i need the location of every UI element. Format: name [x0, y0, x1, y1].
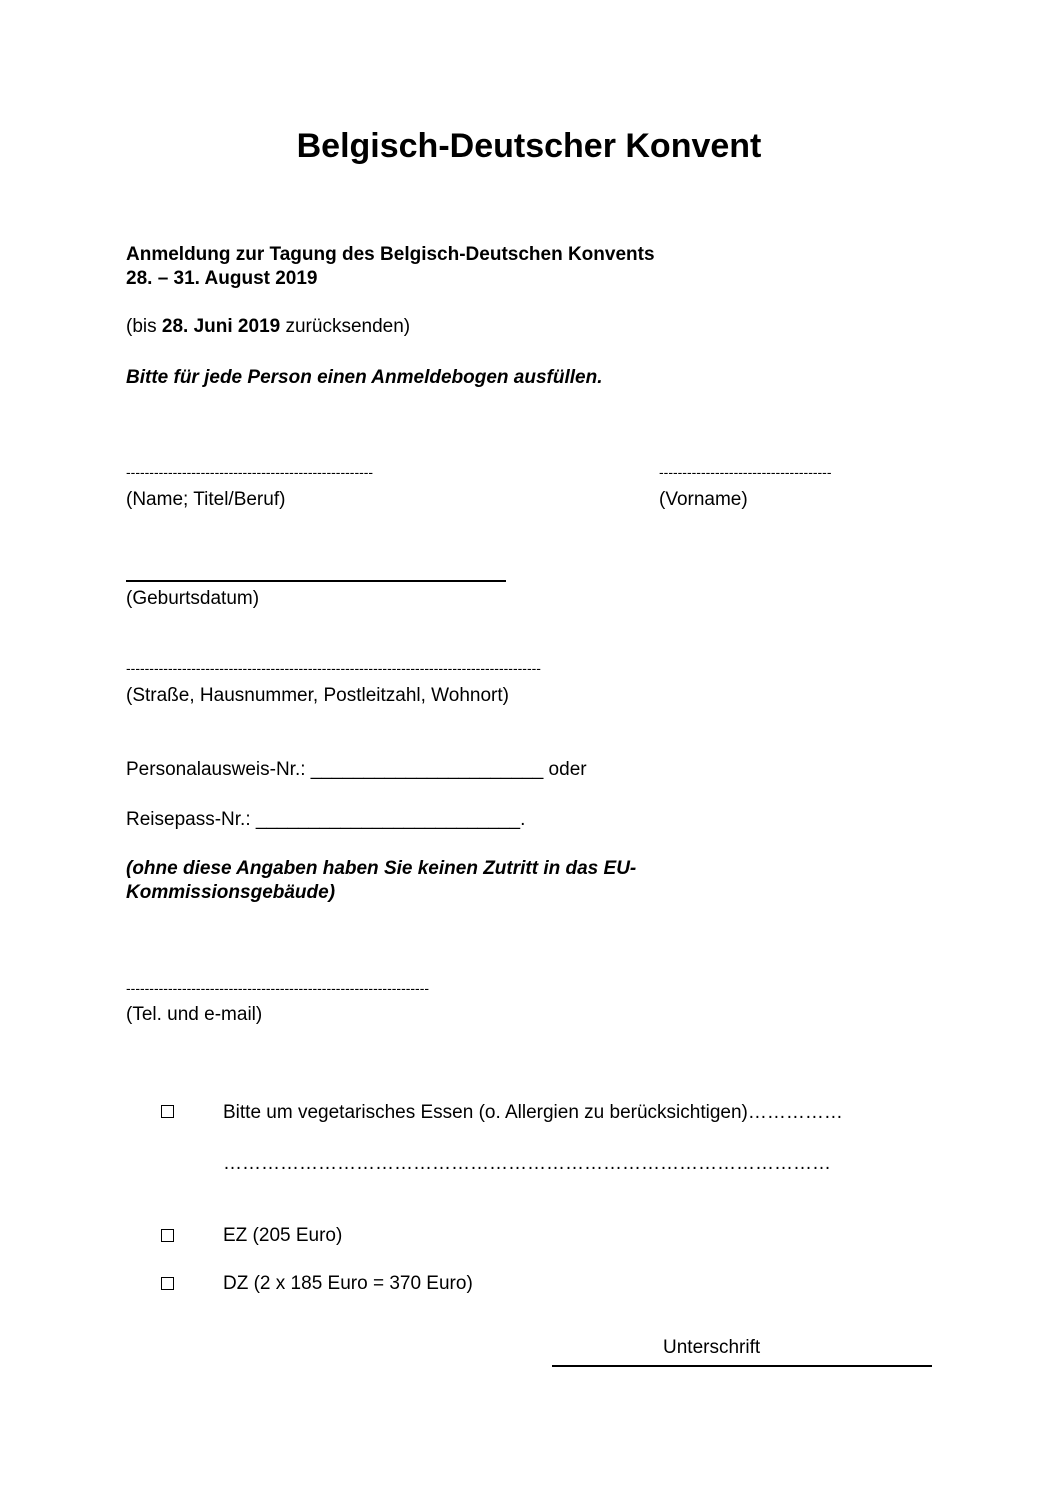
deadline-date: 28. Juni 2019	[161, 316, 281, 337]
double-room-option-label: DZ (2 x 185 Euro = 370 Euro)	[223, 1273, 473, 1294]
heading-line-1: Anmeldung zur Tagung des Belgisch-Deutschen Konvents	[126, 244, 655, 265]
heading-line-2: 28. – 31. August 2019	[126, 268, 318, 289]
vegetarian-continuation-line[interactable]: ……………………………………………………………………………………	[223, 1153, 831, 1174]
single-room-option-label: EZ (205 Euro)	[223, 1225, 343, 1246]
passport-number-field[interactable]: _________________________	[255, 809, 521, 830]
single-room-checkbox[interactable]	[161, 1229, 174, 1242]
deadline-note	[126, 315, 410, 339]
access-notice-line-1: (ohne diese Angaben haben Sie keinen Zutritt in das EU-	[126, 858, 637, 879]
contact-field-line[interactable]: -----------------------------------------------------------------	[126, 980, 430, 996]
signature-line[interactable]	[552, 1365, 932, 1367]
vegetarian-option-label: Bitte um vegetarisches Essen (o. Allergien zu berücksichtigen)	[223, 1102, 748, 1123]
passport-number-suffix: .	[520, 809, 526, 830]
contact-field-label: (Tel. und e-mail)	[126, 1004, 263, 1025]
address-field-line[interactable]: -----------------------------------------------------------------------------------------	[126, 660, 541, 676]
deadline-suffix: zurücksenden)	[280, 316, 411, 337]
birthdate-field-line[interactable]	[126, 580, 506, 582]
id-number-field[interactable]: ______________________	[310, 759, 544, 780]
firstname-field-label: (Vorname)	[659, 489, 748, 510]
instruction-text: Bitte für jede Person einen Anmeldebogen ausfüllen.	[126, 367, 603, 388]
id-number-suffix: oder	[543, 759, 587, 780]
passport-number-row	[126, 808, 525, 832]
vegetarian-option	[223, 1101, 843, 1125]
vegetarian-checkbox[interactable]	[161, 1105, 174, 1118]
address-field-label: (Straße, Hausnummer, Postleitzahl, Wohnort)	[126, 685, 509, 706]
registration-heading	[126, 243, 655, 291]
deadline-prefix: (bis	[126, 316, 162, 337]
firstname-field-line[interactable]: -------------------------------------	[659, 464, 832, 480]
double-room-checkbox[interactable]	[161, 1277, 174, 1290]
name-field-line[interactable]: -----------------------------------------------------	[126, 464, 374, 480]
access-notice-line-2: Kommissionsgebäude)	[126, 882, 336, 903]
signature-label: Unterschrift	[663, 1337, 761, 1358]
vegetarian-option-dots[interactable]: ……………	[747, 1102, 843, 1123]
birthdate-field-label: (Geburtsdatum)	[126, 588, 260, 609]
passport-number-label: Reisepass-Nr.:	[126, 809, 256, 830]
id-number-row	[126, 758, 587, 782]
page-title: Belgisch-Deutscher Konvent	[296, 127, 762, 165]
access-notice	[126, 857, 636, 905]
name-field-label: (Name; Titel/Beruf)	[126, 489, 286, 510]
id-number-label: Personalausweis-Nr.:	[126, 759, 311, 780]
